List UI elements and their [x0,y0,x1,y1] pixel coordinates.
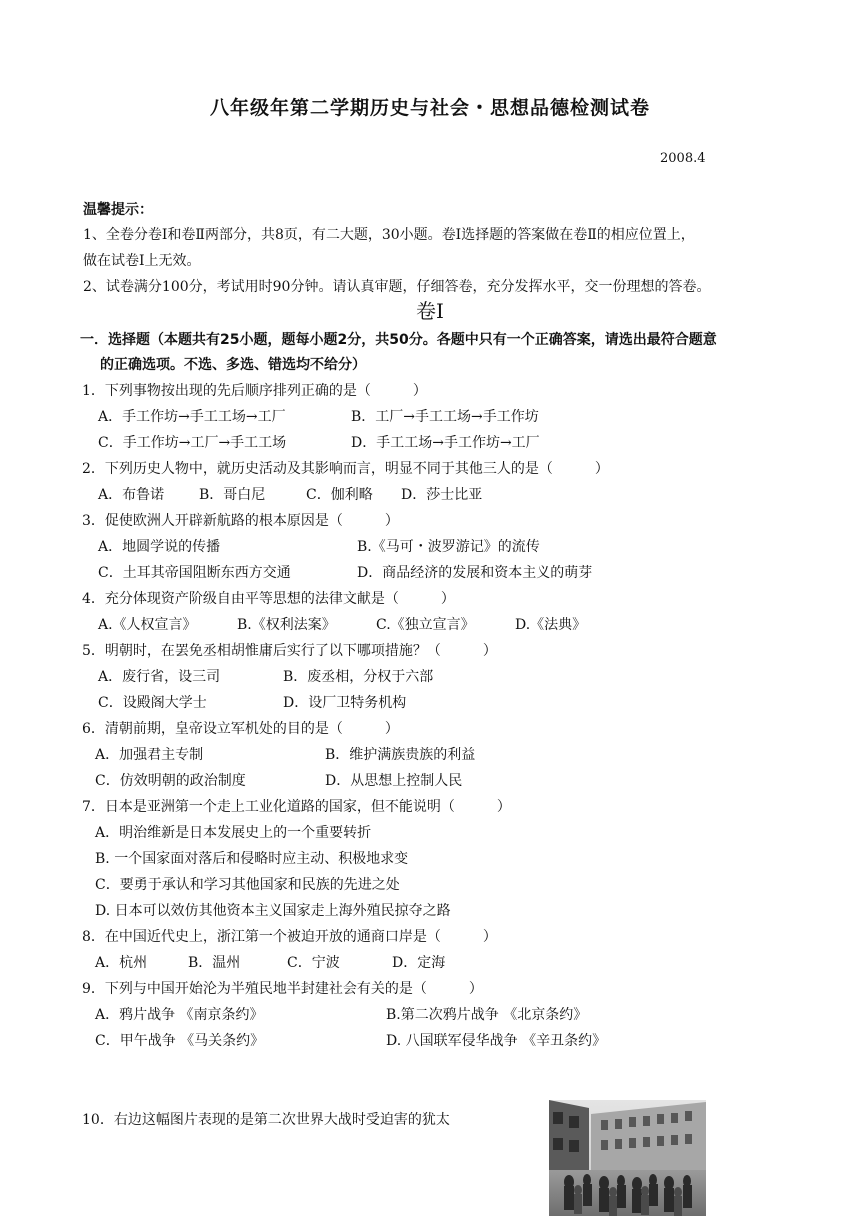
option: A．手工作坊→手工工场→工厂 [98,409,286,425]
question-stem: 2．下列历史人物中，就历史活动及其影响而言，明显不同于其他三人的是（ ） [82,461,609,477]
option: B．温州 [188,955,241,971]
option: D．商品经济的发展和资本主义的萌芽 [357,565,593,581]
option: C．要勇于承认和学习其他国家和民族的先进之处 [95,877,400,893]
option: C．伽利略 [306,487,373,503]
option: A．废行省，设三司 [98,669,221,685]
option: D.《法典》 [515,617,587,633]
option: C．宁波 [287,955,340,971]
section-heading: 一．选择题（本题共有25小题，题每小题2分，共50分。各题中只有一个正确答案，请选出最符合题意 [80,332,717,348]
tips-line-2: 做在试卷Ⅰ上无效。 [83,253,201,269]
option: D．设厂卫特务机构 [283,695,407,711]
question-stem: 10．右边这幅图片表现的是第二次世界大战时受迫害的犹太 [82,1112,450,1128]
option: B．哥白尼 [199,487,266,503]
question-stem: 7．日本是亚洲第一个走上工业化道路的国家，但不能说明（ ） [82,799,511,815]
option: A.《人权宣言》 [98,617,197,633]
option: D．从思想上控制人民 [325,773,463,789]
option: C.《独立宣言》 [376,617,475,633]
question-stem: 4．充分体现资产阶级自由平等思想的法律文献是（ ） [82,591,455,607]
option: A．明治维新是日本发展史上的一个重要转折 [95,825,372,841]
option: D. 日本可以效仿其他资本主义国家走上海外殖民掠夺之路 [95,903,451,919]
option: A．布鲁诺 [98,487,165,503]
option: B．工厂→手工工场→手工作坊 [351,409,539,425]
historical-photo [549,1100,706,1216]
exam-date: 2008.4 [660,151,706,166]
section-heading-cont: 的正确选项。不选、多选、错选均不给分） [100,357,366,373]
option: D．定海 [392,955,446,971]
option: D．莎士比亚 [401,487,483,503]
question-stem: 8．在中国近代史上，浙江第一个被迫开放的通商口岸是（ ） [82,929,497,945]
option: B．维护满族贵族的利益 [325,747,476,763]
option: C．土耳其帝国阻断东西方交通 [98,565,291,581]
tips-line-1: 1、全卷分卷Ⅰ和卷Ⅱ两部分，共8页，有二大题，30小题。卷Ⅰ选择题的答案做在卷Ⅱ的相应位置上， [83,227,695,243]
page-title: 八年级年第二学期历史与社会・思想品德检测试卷 [209,97,650,119]
option: D. 八国联军侵华战争 《辛丑条约》 [386,1033,607,1049]
option: C．设殿阁大学士 [98,695,207,711]
option: A．鸦片战争 《南京条约》 [95,1007,264,1023]
option: D．手工工场→手工作坊→工厂 [351,435,540,451]
tips-heading: 温馨提示： [83,202,153,218]
option: C．手工作坊→工厂→手工工场 [98,435,287,451]
question-stem: 3．促使欧洲人开辟新航路的根本原因是（ ） [82,513,399,529]
question-stem: 1．下列事物按出现的先后顺序排列正确的是（ ） [82,383,427,399]
volume-title: 卷Ⅰ [416,299,444,323]
option: C．甲午战争 《马关条约》 [95,1033,265,1049]
option: A．杭州 [95,955,148,971]
option: B．废丞相，分权于六部 [283,669,434,685]
option: C．仿效明朝的政治制度 [95,773,246,789]
question-stem: 6．清朝前期，皇帝设立军机处的目的是（ ） [82,721,399,737]
option: B. 一个国家面对落后和侵略时应主动、积极地求变 [95,851,409,867]
option: A．地圆学说的传播 [98,539,221,555]
option: A．加强君主专制 [95,747,204,763]
option: B.《马可・波罗游记》的流传 [357,539,540,555]
question-stem: 9．下列与中国开始沦为半殖民地半封建社会有关的是（ ） [82,981,483,997]
question-stem: 5．明朝时，在罢免丞相胡惟庸后实行了以下哪项措施？（ ） [82,643,497,659]
option: B.第二次鸦片战争 《北京条约》 [386,1007,588,1023]
option: B.《权利法案》 [237,617,336,633]
tips-line-3: 2、试卷满分100分，考试用时90分钟。请认真审题，仔细答卷，充分发挥水平，交一份理想的答卷。 [83,279,711,295]
